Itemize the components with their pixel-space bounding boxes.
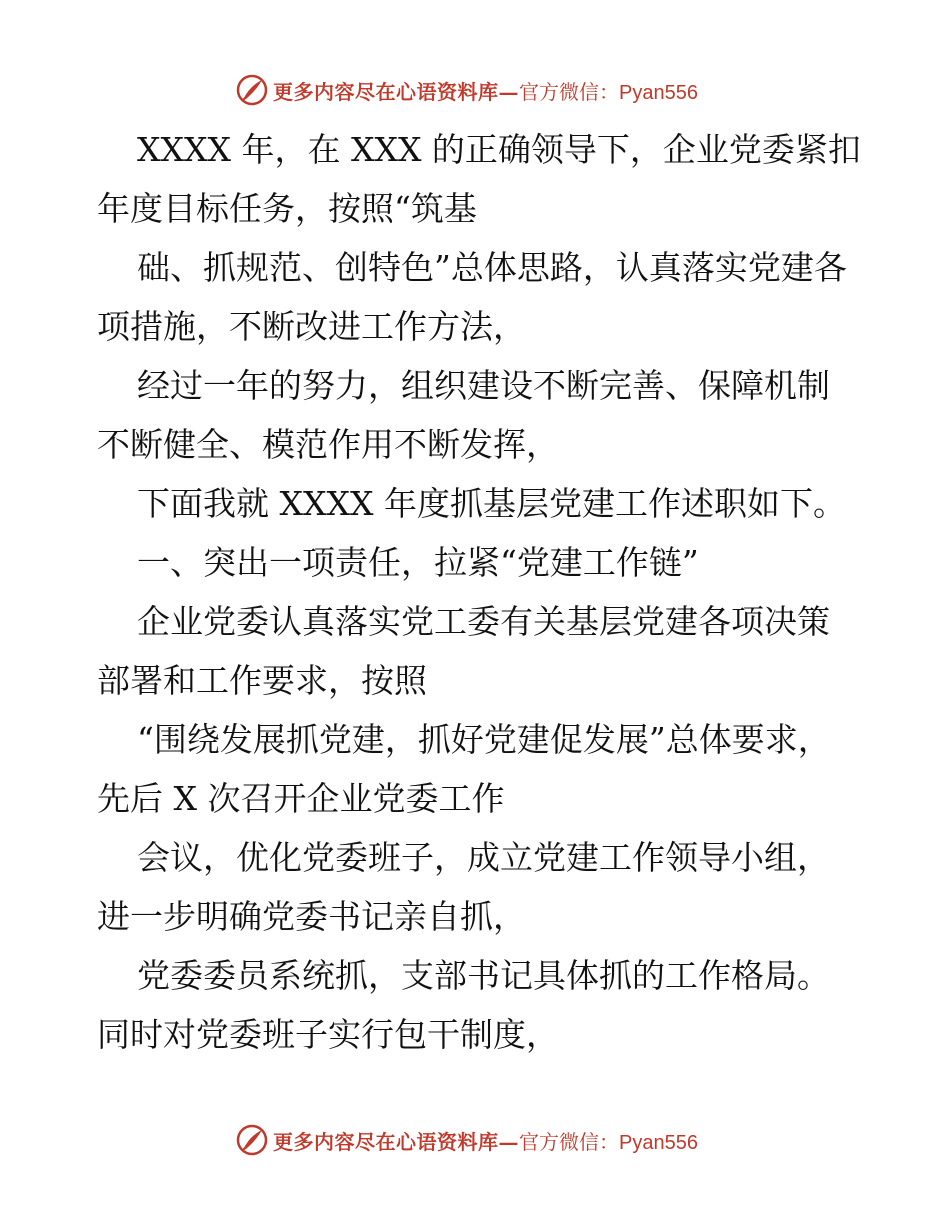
- footer-watermark: [235, 1122, 715, 1158]
- watermark-text: 更多内容尽在心语资料库—: [273, 1129, 519, 1154]
- watermark-text: 更多内容尽在心语资料库—: [273, 79, 519, 104]
- quill-logo-icon: [235, 1123, 269, 1157]
- section-heading: 一、突出一项责任，拉紧“党建工作链”: [137, 543, 699, 582]
- wechat-text: 官方微信：Pyan556: [519, 81, 698, 104]
- paragraph: 党委委员系统抓，支部书记具体抓的工作格局。同时对党委班子实行包干制度，: [97, 956, 830, 1054]
- paragraph: “围绕发展抓党建，抓好党建促发展”总体要求，先后 X 次召开企业党委工作: [97, 720, 831, 818]
- paragraph: 会议，优化党委班子，成立党建工作领导小组，进一步明确党委书记亲自抓，: [97, 838, 830, 936]
- quill-logo-icon: [235, 73, 269, 107]
- paragraph: 下面我就 XXXX 年度抓基层党建工作述职如下。: [137, 484, 846, 523]
- document-body: [97, 120, 862, 1064]
- paragraph: 础、抓规范、创特色”总体思路，认真落实党建各项措施，不断改进工作方法，: [97, 248, 847, 346]
- paragraph: 企业党委认真落实党工委有关基层党建各项决策部署和工作要求，按照: [97, 602, 830, 700]
- paragraph: XXXX 年，在 XXX 的正确领导下，企业党委紧扣年度目标任务，按照“筑基: [97, 130, 861, 228]
- header-watermark: [235, 72, 715, 108]
- wechat-text: 官方微信：Pyan556: [519, 1131, 698, 1154]
- paragraph: 经过一年的努力，组织建设不断完善、保障机制不断健全、模范作用不断发挥，: [97, 366, 830, 464]
